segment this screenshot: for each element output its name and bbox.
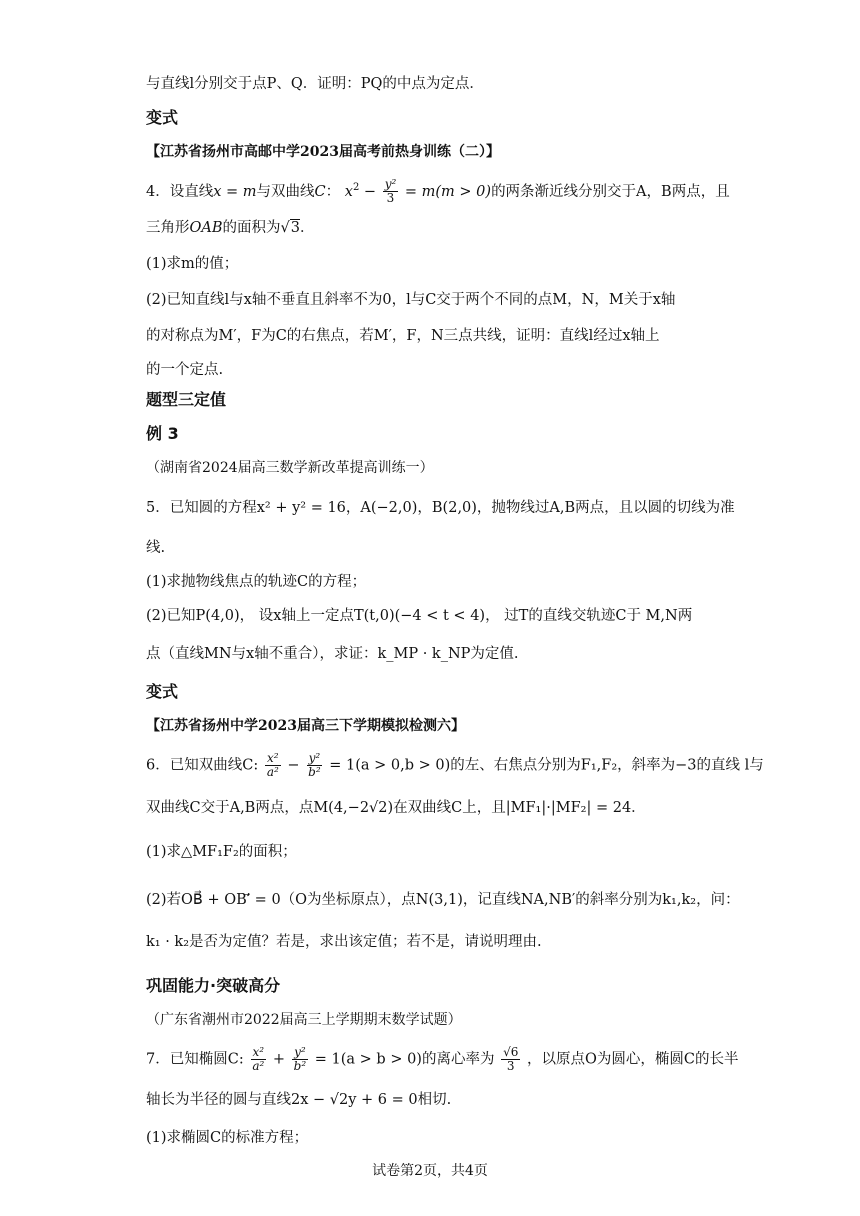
text-line: (1)求椭圆C的标准方程； xyxy=(146,1130,309,1146)
fraction: $\frac{\text{y²}}{\text{b²}}$ xyxy=(308,751,321,779)
text-line: (2)已知P(4,0)， 设x轴上一定点T(t,0)(−4 < t < 4)， 过T的直线交轨迹C于 M,N两 xyxy=(146,608,693,624)
text-line: 5．已知圆的方程x² + y² = 16，A(−2,0)，B(2,0)，抛物线过A,B两点，且以圆的切线为准 xyxy=(146,500,735,516)
text-line: 双曲线C交于A,B两点，点M(4,−2√2)在双曲线C上，且|MF₁|·|MF₂| = 24． xyxy=(146,800,646,816)
text-line: k₁ · k₂是否为定值？若是，求出该定值；若不是，请说明理由. xyxy=(146,934,542,950)
text-line: (1)求△MF₁F₂的面积； xyxy=(146,844,297,860)
question-7-line: 7．已知椭圆C: $\frac{\text{x²}}{\text{a²}}$ + $\frac{\text{y²}}{\text{b²}}$ = 1(a > b > 0)的离心率为 $\frac{√6}{3}$ ，以原点O为圆心，椭圆C的长半 xyxy=(146,1045,739,1073)
text-line: (1)求m的值； xyxy=(146,256,239,272)
text-line: (2)若OB⃗ + OB′⃗ = 0（O为坐标原点），点N(3,1)，记直线NA,NB′的斜率分别为k₁,k₂，问： xyxy=(146,892,740,908)
section-heading: 巩固能力·突破高分 xyxy=(146,976,281,995)
text-line: 点（直线MN与x轴不重合），求证：k_MP · k_NP为定值. xyxy=(146,646,519,662)
question-6-line: 6．已知双曲线C: $\frac{\text{x²}}{\text{a²}}$ − $\frac{\text{y²}}{\text{b²}}$ = 1(a > 0,b > 0)的左、右焦点分别为F₁,F₂，斜率为−3的直线 l与 xyxy=(146,751,764,779)
fraction: $\frac{\text{x²}}{\text{a²}}$ xyxy=(252,1045,265,1073)
section-heading: 题型三定值 xyxy=(146,390,227,409)
section-heading: 变式 xyxy=(146,682,179,701)
text-line: 轴长为半径的圆与直线2x − √2y + 6 = 0相切. xyxy=(146,1092,452,1108)
text-line: (2)已知直线l与x轴不垂直且斜率不为0，l与C交于两个不同的点M，N，M关于x轴 xyxy=(146,292,676,308)
question-4-line: 三角形OAB的面积为√3． xyxy=(146,220,315,236)
page-footer: 试卷第2页，共4页 xyxy=(372,1163,488,1179)
source-label: （广东省潮州市2022届高三上学期期末数学试题） xyxy=(146,1012,462,1028)
text-line: 与直线l分别交于点P、Q．证明：PQ的中点为定点． xyxy=(146,76,484,92)
section-heading: 例 3 xyxy=(146,424,179,443)
fraction: $\frac{\text{y²}}{\text{b²}}$ xyxy=(293,1045,307,1073)
fraction: $\frac{\text{x²}}{\text{a²}}$ xyxy=(266,751,279,779)
source-label: 【江苏省扬州中学2023届高三下学期模拟检测六】 xyxy=(146,718,465,734)
source-label: （湖南省2024届高三数学新改革提高训练一） xyxy=(146,460,434,476)
fraction: $\frac{\text{y²}}{3}$ xyxy=(384,177,397,206)
text-line: (1)求抛物线焦点的轨迹C的方程； xyxy=(146,574,367,590)
text-line: 的一个定点. xyxy=(146,362,224,378)
text-line: 的对称点为M′，F为C的右焦点，若M′，F，N三点共线，证明：直线l经过x轴上 xyxy=(146,328,660,344)
text-line: 线. xyxy=(146,540,166,556)
source-label: 【江苏省扬州市高邮中学2023届高考前热身训练（二）】 xyxy=(146,144,500,160)
fraction: $\frac{√6}{3}$ xyxy=(503,1045,519,1073)
question-4-line: 4．设直线x = m与双曲线C： $x^2$ − $\frac{\text{y²}}{3}$ = m(m > 0)的两条渐近线分别交于A，B两点，且 xyxy=(146,177,730,206)
section-heading: 变式 xyxy=(146,108,179,127)
